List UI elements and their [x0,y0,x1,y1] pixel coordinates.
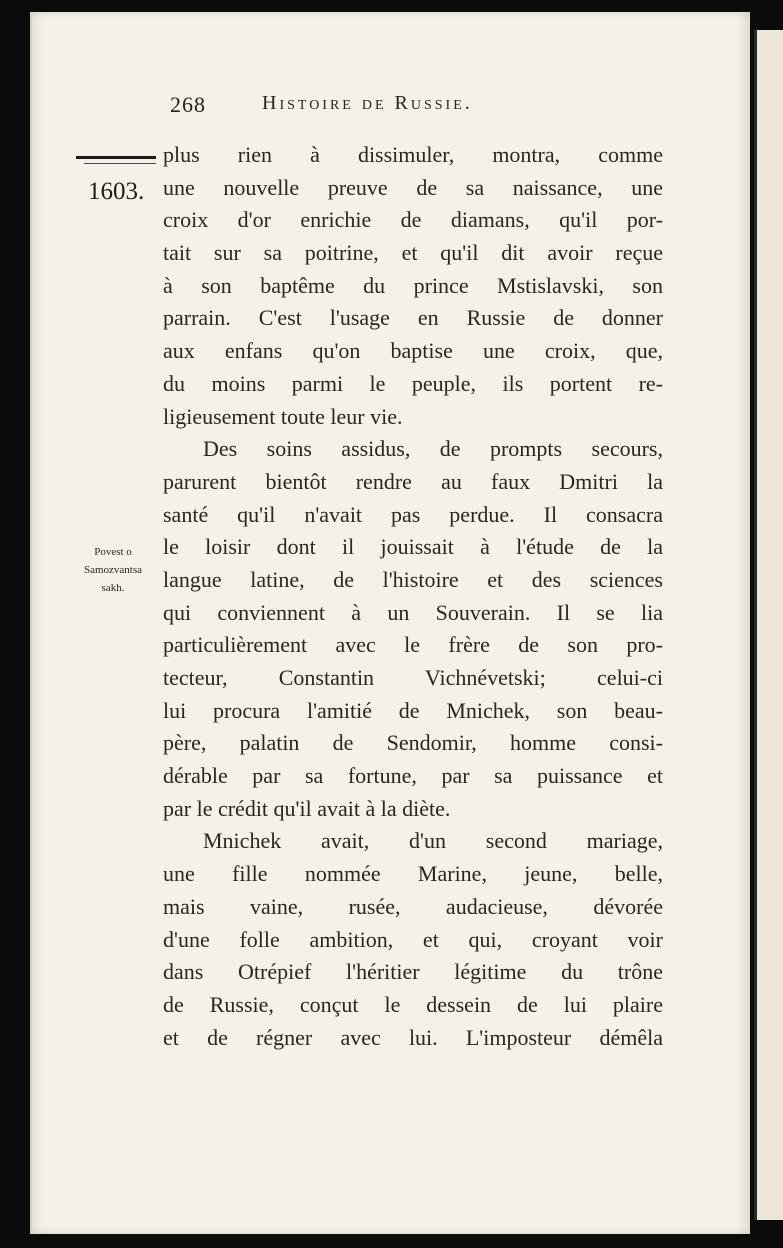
margin-source-line: Povest o [94,546,132,558]
text-line: qui conviennent à un Souverain. Il se lia [163,599,663,625]
text-line: santé qu'il n'avait pas perdue. Il consacra [163,501,663,527]
text-line: particulièrement avec le frère de son pro- [163,632,663,658]
text-line: parrain. C'est l'usage en Russie de donner [163,305,663,331]
text-line: du moins parmi le peuple, ils portent re- [163,370,663,396]
facing-page-edge [754,30,783,1220]
margin-rule-thin [84,163,156,164]
text-line: Mnichek avait, d'un second mariage, [203,828,663,854]
text-line: par le crédit qu'il avait à la diète. [163,795,451,821]
text-line: parurent bientôt rendre au faux Dmitri la [163,468,663,494]
margin-source-note [72,543,154,597]
text-line: croix d'or enrichie de diamans, qu'il por- [163,207,663,233]
text-line: lui procura l'amitié de Mnichek, son beau- [163,697,663,723]
text-line: ligieusement toute leur vie. [163,403,403,429]
text-line: tecteur, Constantin Vichnévetski; celui-ci [163,665,663,690]
text-line: père, palatin de Sendomir, homme consi- [163,730,663,756]
text-line: langue latine, de l'histoire et des sciences [163,566,663,592]
margin-rule [76,156,156,159]
text-line: et de régner avec lui. L'imposteur démêla [163,1024,663,1050]
text-line: aux enfans qu'on baptise une croix, que, [163,338,663,364]
text-line: une nouvelle preuve de sa naissance, une [163,174,663,200]
text-line: dérable par sa fortune, par sa puissance et [163,763,663,789]
page-header [170,92,670,124]
text-line: d'une folle ambition, et qui, croyant voir [163,926,663,952]
page-number: 268 [170,92,206,117]
margin-source-line: sakh. [101,582,125,594]
body-text [163,139,663,1054]
text-line: le loisir dont il jouissait à l'étude de la [163,534,663,560]
text-line: mais vaine, rusée, audacieuse, dévorée [163,893,663,919]
text-line: à son baptême du prince Mstislavski, son [163,272,663,298]
text-line: dans Otrépief l'héritier légitime du trône [163,959,663,985]
text-line: Des soins assidus, de prompts secours, [203,436,663,462]
text-line: plus rien à dissimuler, montra, comme [163,142,663,167]
margin-year: 1603. [88,178,145,205]
text-line: une fille nommée Marine, jeune, belle, [163,861,663,887]
text-line: de Russie, conçut le dessein de lui plaire [163,991,663,1017]
running-title: Histoire de Russie. [262,92,473,114]
text-line: tait sur sa poitrine, et qu'il dit avoir reçue [163,240,663,266]
margin-source-line: Samozvantsa [83,564,143,576]
